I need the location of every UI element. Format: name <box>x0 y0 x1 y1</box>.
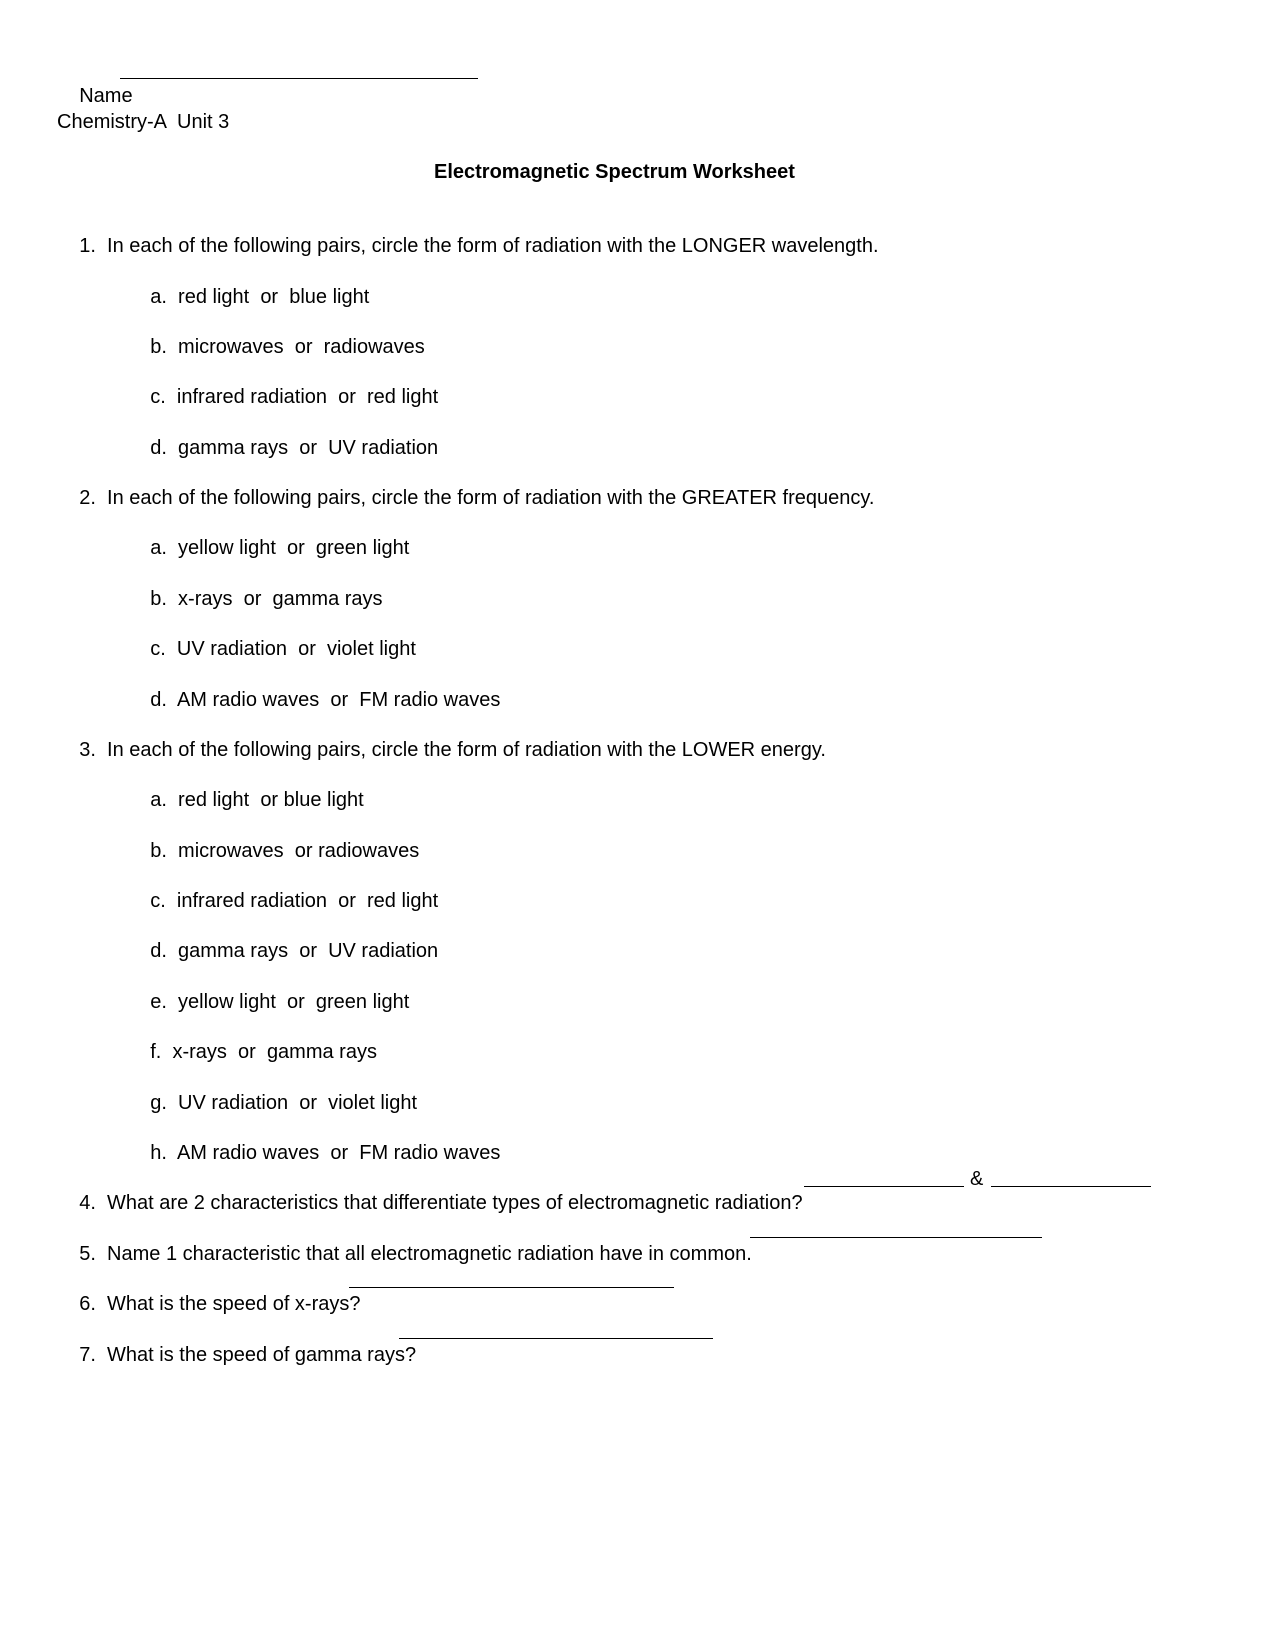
q4-connector: & <box>970 1168 984 1190</box>
item-choices[interactable]: AM radio waves or FM radio waves <box>176 689 501 711</box>
item-choices[interactable]: x-rays or gamma rays <box>172 1041 377 1063</box>
item-letter: e. <box>150 991 167 1013</box>
item-choices[interactable]: UV radiation or violet light <box>178 1092 418 1114</box>
question-text: What is the speed of gamma rays? <box>107 1344 417 1366</box>
item-letter: f. <box>150 1041 162 1063</box>
item-letter: b. <box>150 840 167 862</box>
question-text: Name 1 characteristic that all electromagnetic radiation have in common. <box>107 1243 752 1265</box>
question-text: In each of the following pairs, circle the form of radiation with the LOWER energy. <box>107 739 826 761</box>
question-number: 1. <box>79 235 96 257</box>
item-letter: g. <box>150 1092 167 1114</box>
item-letter: a. <box>150 789 167 811</box>
item-letter: b. <box>150 336 167 358</box>
name-field[interactable] <box>120 60 478 79</box>
name-label: Name <box>79 85 133 107</box>
question-number: 2. <box>79 487 96 509</box>
item-choices[interactable]: UV radiation or violet light <box>176 638 416 660</box>
item-choices[interactable]: infrared radiation or red light <box>176 386 439 408</box>
item-letter: d. <box>150 940 167 962</box>
item-letter: a. <box>150 286 167 308</box>
question-text: What are 2 characteristics that differentiate types of electromagnetic radiation? <box>107 1192 803 1214</box>
item-choices[interactable]: microwaves or radiowaves <box>178 336 425 358</box>
page-title: Electromagnetic Spectrum Worksheet <box>434 161 795 183</box>
q4-answer-1-field[interactable] <box>804 1168 964 1187</box>
question-text: In each of the following pairs, circle the form of radiation with the GREATER frequency. <box>107 487 875 509</box>
item-letter: b. <box>150 588 167 610</box>
question-number: 5. <box>79 1243 96 1265</box>
q6-answer-field[interactable] <box>349 1269 674 1288</box>
item-choices[interactable]: infrared radiation or red light <box>176 890 439 912</box>
item-choices[interactable]: gamma rays or UV radiation <box>178 940 439 962</box>
course-unit: Chemistry-A Unit 3 <box>57 111 230 133</box>
question-number: 4. <box>79 1192 96 1214</box>
item-choices[interactable]: gamma rays or UV radiation <box>178 437 439 459</box>
item-letter: c. <box>150 386 166 408</box>
item-choices[interactable]: x-rays or gamma rays <box>178 588 383 610</box>
item-choices[interactable]: red light or blue light <box>178 286 370 308</box>
item-letter: h. <box>150 1142 167 1164</box>
question-7 <box>57 1319 416 1391</box>
q5-answer-field[interactable] <box>750 1219 1042 1238</box>
question-text: In each of the following pairs, circle the form of radiation with the LONGER wavelength. <box>107 235 879 257</box>
q7-answer-field[interactable] <box>399 1320 713 1339</box>
question-text: What is the speed of x-rays? <box>107 1293 361 1315</box>
item-choices[interactable]: yellow light or green light <box>178 991 410 1013</box>
question-number: 7. <box>79 1344 96 1366</box>
item-letter: d. <box>150 437 167 459</box>
item-letter: c. <box>150 638 166 660</box>
question-number: 3. <box>79 739 96 761</box>
question-number: 6. <box>79 1293 96 1315</box>
item-choices[interactable]: red light or blue light <box>178 789 364 811</box>
item-choices[interactable]: microwaves or radiowaves <box>178 840 420 862</box>
item-choices[interactable]: yellow light or green light <box>178 537 410 559</box>
item-letter: c. <box>150 890 166 912</box>
q4-answer-2-field[interactable] <box>991 1168 1151 1187</box>
item-letter: d. <box>150 689 167 711</box>
item-letter: a. <box>150 537 167 559</box>
item-choices[interactable]: AM radio waves or FM radio waves <box>176 1142 501 1164</box>
